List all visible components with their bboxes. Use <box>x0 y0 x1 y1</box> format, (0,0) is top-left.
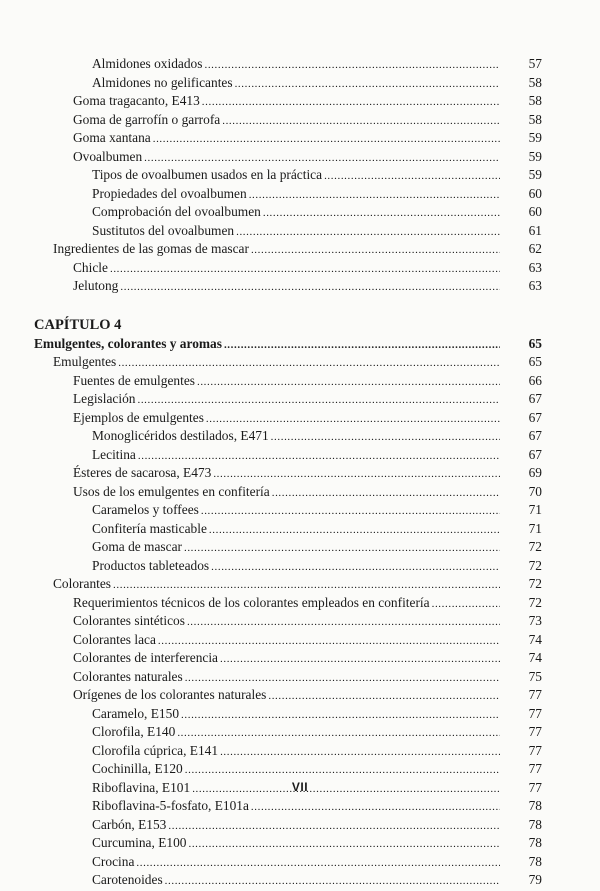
toc-entry[interactable] <box>0 166 600 185</box>
toc-entry-page-number: 71 <box>528 502 542 517</box>
toc-entry-label-wrap <box>92 871 500 891</box>
toc-entry-label: Cochinilla, E120 <box>92 760 185 779</box>
toc-entry[interactable] <box>0 575 600 594</box>
dot-leader <box>165 872 500 891</box>
toc-entry-page-number: 77 <box>528 705 542 721</box>
toc-entry-label-wrap <box>53 575 500 595</box>
dot-leader <box>251 798 500 817</box>
toc-entry-label: Ésteres de sacarosa, E473 <box>73 464 213 483</box>
toc-entry[interactable] <box>0 129 600 148</box>
toc-entry-label-wrap <box>92 446 500 466</box>
toc-entry-page-number: 58 <box>528 74 542 90</box>
chapter-spacer <box>0 296 600 316</box>
toc-section-chapter-4 <box>0 353 600 890</box>
toc-entry[interactable] <box>0 55 600 74</box>
toc-entry-page-number: 77 <box>528 687 542 702</box>
chapter-heading: CAPÍTULO 4 <box>34 316 122 333</box>
toc-entry-label: Goma tragacanto, E413 <box>73 92 202 111</box>
toc-entry-label: Caramelo, E150 <box>92 705 181 724</box>
toc-entry-label: Comprobación del ovoalbumen <box>92 203 263 222</box>
toc-entry-label: Carotenoides <box>92 871 165 890</box>
toc-entry-page-number: 77 <box>528 724 542 739</box>
toc-entry-label: Curcumina, E100 <box>92 834 188 853</box>
toc-entry[interactable] <box>0 723 600 742</box>
toc-entry-label-wrap <box>73 390 500 410</box>
dot-leader <box>118 354 500 373</box>
toc-entry-page-number: 63 <box>528 278 542 293</box>
dot-leader <box>206 410 500 429</box>
toc-entry-label-wrap <box>92 74 500 94</box>
toc-entry[interactable] <box>0 649 600 668</box>
toc-entry-label-wrap <box>92 222 500 242</box>
dot-leader <box>204 56 500 75</box>
toc-entry-label: Colorantes <box>53 575 113 594</box>
toc-entry-label: Caramelos y toffees <box>92 501 201 520</box>
toc-entry-label-wrap <box>73 649 500 669</box>
toc-entry-page-number: 63 <box>528 259 542 275</box>
toc-entry-label: Propiedades del ovoalbumen <box>92 185 249 204</box>
dot-leader <box>263 204 500 223</box>
toc-entry[interactable] <box>0 520 600 539</box>
toc-entry[interactable] <box>0 631 600 650</box>
toc-entry[interactable] <box>0 742 600 761</box>
toc-entry-page-number: 71 <box>528 520 542 536</box>
dot-leader <box>220 650 500 669</box>
toc-entry-label-wrap <box>92 834 500 854</box>
toc-section-previous-chapter <box>0 55 600 296</box>
toc-entry-label: Colorantes sintéticos <box>73 612 187 631</box>
toc-entry[interactable] <box>0 390 600 409</box>
toc-entry-label-wrap <box>92 538 500 558</box>
toc-entry-page-number: 75 <box>528 668 542 684</box>
dot-leader <box>220 743 500 762</box>
dot-leader <box>213 465 500 484</box>
toc-entry-label-wrap <box>73 129 500 149</box>
toc-entry-page-number: 67 <box>528 391 542 406</box>
toc-entry[interactable] <box>0 203 600 222</box>
toc-entry[interactable] <box>0 464 600 483</box>
toc-entry-label: Colorantes de interferencia <box>73 649 220 668</box>
toc-entry-page-number: 73 <box>528 613 542 628</box>
dot-leader <box>432 595 500 614</box>
page-folio: VII <box>291 780 309 794</box>
dot-leader <box>202 93 500 112</box>
toc-entry-label: Fuentes de emulgentes <box>73 372 197 391</box>
toc-entry[interactable] <box>0 853 600 872</box>
toc-entry-label-wrap <box>92 797 500 817</box>
toc-entry-page-number: 72 <box>528 539 542 554</box>
toc-entry-label-wrap <box>92 816 500 836</box>
toc-entry[interactable] <box>0 483 600 502</box>
toc-entry[interactable] <box>0 871 600 890</box>
toc-entry-label-wrap <box>73 464 500 484</box>
toc-entry-page-number: 79 <box>528 872 542 887</box>
toc-entry[interactable] <box>0 501 600 520</box>
toc-entry-page-number: 78 <box>528 798 542 813</box>
dot-leader <box>158 632 500 651</box>
toc-entry[interactable] <box>0 594 600 613</box>
toc-entry-label-wrap <box>92 501 500 521</box>
toc-entry[interactable] <box>0 240 600 259</box>
dot-leader <box>137 391 500 410</box>
toc-entry-label: Usos de los emulgentes en confitería <box>73 483 272 502</box>
toc-entry-page-number: 67 <box>528 428 542 443</box>
toc-entry-page-number: 78 <box>528 816 542 832</box>
dot-leader <box>268 687 500 706</box>
toc-entry-page-number: 72 <box>528 594 542 610</box>
toc-entry-label-wrap <box>73 409 500 429</box>
toc-entry-page-number: 78 <box>528 853 542 869</box>
toc-entry[interactable] <box>0 760 600 779</box>
toc-entry-label: Riboflavina, E101 <box>92 779 192 798</box>
toc-entry-label: Riboflavina-5-fosfato, E101a <box>92 797 251 816</box>
toc-entry[interactable] <box>0 427 600 446</box>
dot-leader <box>138 447 500 466</box>
dot-leader <box>236 223 500 242</box>
toc-entry[interactable] <box>0 111 600 130</box>
toc-entry-page-number: 59 <box>528 167 542 182</box>
toc-entry-page-number: 58 <box>528 111 542 127</box>
chapter-title-entry[interactable] <box>0 335 600 354</box>
dot-leader <box>222 112 500 131</box>
toc-entry[interactable] <box>0 92 600 111</box>
toc-entry-page-number: 61 <box>528 222 542 238</box>
toc-entry[interactable] <box>0 353 600 372</box>
toc-entry-label: Goma xantana <box>73 129 153 148</box>
toc-entry-page-number: 62 <box>528 241 542 256</box>
toc-entry-label-wrap <box>73 686 500 706</box>
toc-entry-label: Almidones no gelificantes <box>92 74 235 93</box>
dot-leader <box>249 186 500 205</box>
toc-entry-page-number: 66 <box>528 372 542 388</box>
toc-entry-page-number: 72 <box>528 576 542 591</box>
dot-leader <box>181 706 500 725</box>
toc-entry[interactable] <box>0 816 600 835</box>
toc-entry-label-wrap <box>92 55 500 75</box>
toc-entry-label: Legislación <box>73 390 137 409</box>
dot-leader <box>197 373 500 392</box>
toc-entry-label-wrap <box>73 372 500 392</box>
dot-leader <box>153 130 500 149</box>
toc-entry-page-number: 57 <box>528 56 542 71</box>
toc-entry-label-wrap <box>92 520 500 540</box>
dot-leader <box>209 521 500 540</box>
toc-entry-page-number: 58 <box>528 93 542 108</box>
toc-entry[interactable] <box>0 686 600 705</box>
chapter-title: Emulgentes, colorantes y aromas <box>34 335 224 354</box>
dot-leader <box>224 336 500 355</box>
dot-leader <box>271 428 500 447</box>
toc-entry-label: Ingredientes de las gomas de mascar <box>53 240 251 259</box>
toc-entry-page-number: 77 <box>528 761 542 776</box>
dot-leader <box>251 241 500 260</box>
toc-entry-label: Emulgentes <box>53 353 118 372</box>
chapter-page-number: 65 <box>528 335 542 351</box>
toc-entry-page-number: 65 <box>528 354 542 369</box>
dot-leader <box>324 167 500 186</box>
toc-entry[interactable] <box>0 74 600 93</box>
toc-entry-label-wrap <box>73 148 500 168</box>
toc-entry-label: Goma de garrofín o garrofa <box>73 111 222 130</box>
toc-entry[interactable] <box>0 409 600 428</box>
toc-entry-label: Clorofila, E140 <box>92 723 177 742</box>
toc-entry-label: Chicle <box>73 259 110 278</box>
toc-entry-label-wrap <box>73 631 500 651</box>
toc-entry[interactable] <box>0 259 600 278</box>
toc-entry-page-number: 70 <box>528 483 542 499</box>
dot-leader <box>136 854 500 873</box>
toc-entry-label-wrap <box>53 240 500 260</box>
toc-entry-label-wrap <box>92 427 500 447</box>
toc-entry-label-wrap <box>73 668 500 688</box>
toc-entry[interactable] <box>0 538 600 557</box>
toc-entry-label-wrap <box>92 705 500 725</box>
toc-entry[interactable] <box>0 446 600 465</box>
toc-entry-label: Crocina <box>92 853 136 872</box>
toc-entry-page-number: 78 <box>528 835 542 850</box>
dot-leader <box>185 669 500 688</box>
dot-leader <box>201 502 500 521</box>
dot-leader <box>144 149 500 168</box>
toc-entry-label: Tipos de ovoalbumen usados en la práctica <box>92 166 324 185</box>
toc-entry[interactable] <box>0 557 600 576</box>
toc-entry-label-wrap <box>92 557 500 577</box>
toc-entry[interactable] <box>0 668 600 687</box>
toc-entry-page-number: 72 <box>528 557 542 573</box>
toc-entry[interactable] <box>0 705 600 724</box>
toc-entry-label-wrap <box>92 166 500 186</box>
toc-entry-label-wrap <box>34 335 500 355</box>
toc-entry-label-wrap <box>92 853 500 873</box>
toc-entry[interactable] <box>0 222 600 241</box>
toc-entry[interactable] <box>0 834 600 853</box>
toc-entry-page-number: 59 <box>528 148 542 164</box>
dot-leader <box>235 75 500 94</box>
dot-leader <box>177 724 500 743</box>
toc-entry-label: Colorantes laca <box>73 631 158 650</box>
dot-leader <box>168 817 500 836</box>
toc-entry-label-wrap <box>73 92 500 112</box>
toc-entry-label: Ejemplos de emulgentes <box>73 409 206 428</box>
toc-entry-page-number: 69 <box>528 465 542 480</box>
toc-entry-page-number: 67 <box>528 446 542 462</box>
toc-entry-label: Goma de mascar <box>92 538 184 557</box>
dot-leader <box>272 484 500 503</box>
toc-entry-label-wrap <box>73 111 500 131</box>
table-of-contents <box>0 55 600 890</box>
toc-entry-page-number: 59 <box>528 130 542 145</box>
toc-entry[interactable] <box>0 612 600 631</box>
dot-leader <box>185 761 500 780</box>
toc-entry-page-number: 77 <box>528 779 542 795</box>
toc-entry-label-wrap <box>73 612 500 632</box>
dot-leader <box>188 835 500 854</box>
toc-entry-label-wrap <box>73 277 500 297</box>
toc-entry-label: Ovoalbumen <box>73 148 144 167</box>
toc-entry-page-number: 60 <box>528 204 542 219</box>
toc-entry[interactable] <box>0 797 600 816</box>
dot-leader <box>113 576 500 595</box>
toc-entry-label: Jelutong <box>73 277 120 296</box>
toc-entry[interactable] <box>0 277 600 296</box>
toc-entry-label: Carbón, E153 <box>92 816 168 835</box>
toc-entry-label: Lecitina <box>92 446 138 465</box>
dot-leader <box>187 613 500 632</box>
toc-entry-label-wrap <box>73 483 500 503</box>
toc-entry-label-wrap <box>92 185 500 205</box>
toc-entry-label-wrap <box>92 203 500 223</box>
toc-entry[interactable] <box>0 148 600 167</box>
toc-entry-label-wrap <box>53 353 500 373</box>
toc-entry-page-number: 74 <box>528 650 542 665</box>
toc-entry[interactable] <box>0 372 600 391</box>
toc-entry-label: Almidones oxidados <box>92 55 204 74</box>
toc-entry-label: Colorantes naturales <box>73 668 185 687</box>
toc-entry-label-wrap <box>73 594 500 614</box>
dot-leader <box>211 558 500 577</box>
toc-entry-label: Productos tableteados <box>92 557 211 576</box>
toc-entry-label-wrap <box>92 723 500 743</box>
dot-leader <box>110 260 500 279</box>
toc-entry-label: Sustitutos del ovoalbumen <box>92 222 236 241</box>
toc-entry-label-wrap <box>92 760 500 780</box>
toc-entry-page-number: 60 <box>528 185 542 201</box>
toc-entry-label: Monoglicéridos destilados, E471 <box>92 427 271 446</box>
toc-entry-label: Requerimientos técnicos de los colorantes empleados en confitería <box>73 594 432 613</box>
dot-leader <box>184 539 500 558</box>
toc-entry-label: Clorofila cúprica, E141 <box>92 742 220 761</box>
toc-entry-page-number: 74 <box>528 631 542 647</box>
toc-entry-label-wrap <box>73 259 500 279</box>
toc-entry-page-number: 67 <box>528 409 542 425</box>
toc-entry-label-wrap <box>92 742 500 762</box>
toc-entry[interactable] <box>0 185 600 204</box>
toc-entry-label: Confitería masticable <box>92 520 209 539</box>
dot-leader <box>120 278 500 297</box>
toc-entry-label: Orígenes de los colorantes naturales <box>73 686 268 705</box>
toc-entry-page-number: 77 <box>528 742 542 758</box>
